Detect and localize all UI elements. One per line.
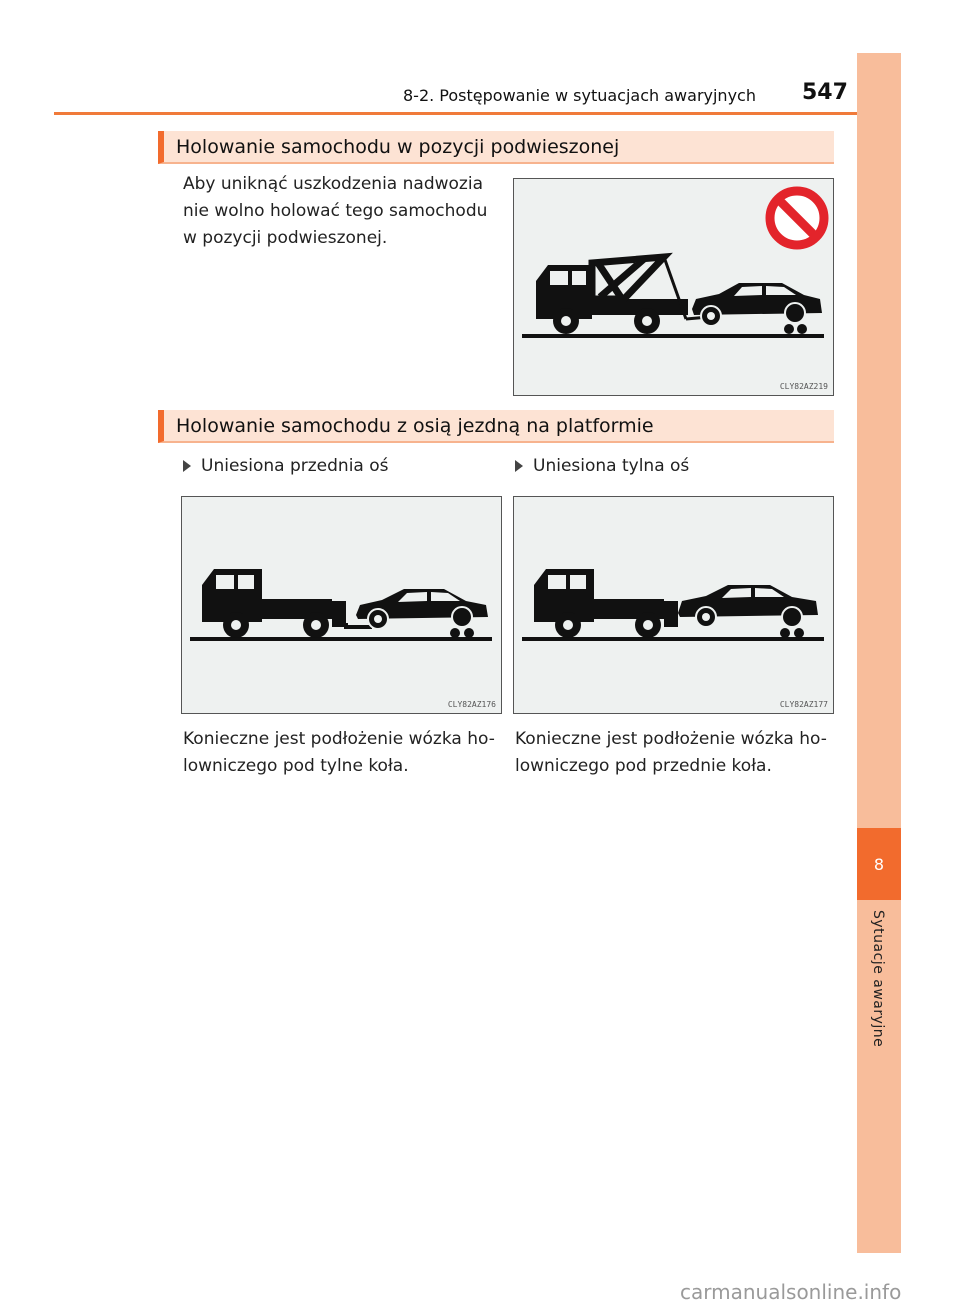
section-heading-suspended-tow (158, 131, 834, 164)
section-heading-text: Holowanie samochodu w pozycji podwieszonej (176, 136, 620, 158)
text-line: Konieczne jest podłożenie wózka ho- (515, 729, 827, 749)
chapter-side-tab (857, 53, 901, 1253)
suspended-tow-warning (183, 171, 487, 252)
text-line: Konieczne jest podłożenie wózka ho- (183, 729, 495, 749)
front-axle-tow-illustration (182, 497, 501, 713)
watermark: carmanualsonline.info (680, 1280, 902, 1304)
suspended-tow-illustration (514, 179, 833, 395)
triangle-bullet-icon (183, 460, 191, 472)
section-heading-flatbed-tow (158, 410, 834, 443)
running-header-title: 8-2. Postępowanie w sytuacjach awaryjnych (403, 86, 756, 105)
chapter-label: Sytuacje awaryjne (870, 910, 886, 1048)
figure-code: CLY82AZ219 (779, 382, 828, 391)
bullet-front-axle-raised (183, 456, 389, 476)
rear-axle-tow-illustration (514, 497, 833, 713)
bullet-rear-axle-raised (515, 456, 689, 476)
figure-front-axle-raised (181, 496, 502, 714)
figure-rear-axle-raised (513, 496, 834, 714)
section-heading-text: Holowanie samochodu z osią jezdną na platformie (176, 415, 654, 437)
caption-rear-axle (515, 726, 827, 780)
bullet-text: Uniesiona tylna oś (533, 456, 690, 476)
text-line: w pozycji podwieszonej. (183, 228, 388, 248)
figure-suspended-tow-prohibited (513, 178, 834, 396)
text-line: lowniczego pod tylne koła. (183, 756, 409, 776)
caption-front-axle (183, 726, 495, 780)
text-line: Aby uniknąć uszkodzenia nadwozia (183, 174, 483, 194)
figure-code: CLY82AZ177 (779, 700, 828, 709)
text-line: nie wolno holować tego samochodu (183, 201, 488, 221)
triangle-bullet-icon (515, 460, 523, 472)
figure-code: CLY82AZ176 (447, 700, 496, 709)
text-line: lowniczego pod przednie koła. (515, 756, 772, 776)
chapter-number: 8 (857, 828, 901, 900)
page-number: 547 (802, 80, 848, 105)
bullet-text: Uniesiona przednia oś (201, 456, 389, 476)
header-rule (54, 112, 901, 115)
prohibited-icon (770, 191, 824, 245)
